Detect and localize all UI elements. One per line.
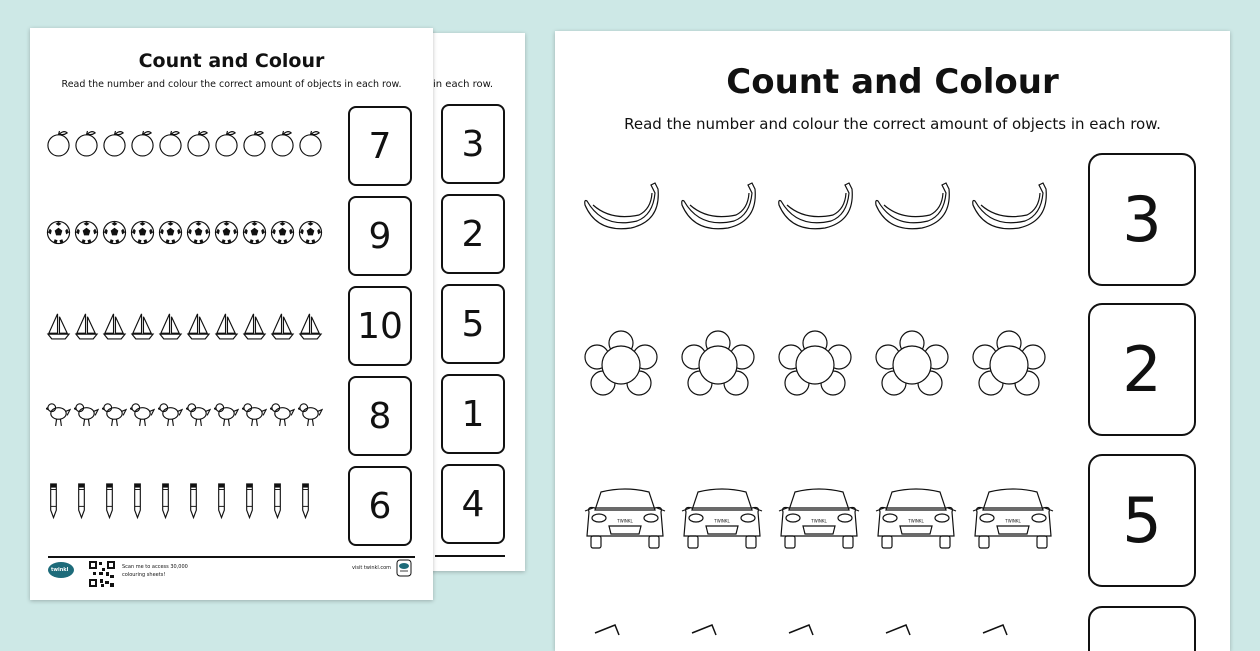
- svg-text:TWINKL: TWINKL: [1005, 518, 1021, 524]
- qr-text-line2: colouring sheets!: [122, 572, 166, 578]
- apple-icon: [158, 130, 183, 161]
- football-icon: [214, 220, 239, 249]
- crayon-icon: [158, 482, 173, 524]
- football-icon: [298, 220, 323, 249]
- right-number-box-3: 5: [1088, 454, 1196, 587]
- apple-icon: [130, 130, 155, 161]
- qr-code: [88, 560, 116, 588]
- bird-icon: [158, 400, 183, 433]
- crayon-icon: [130, 482, 145, 524]
- sailboat-icon: [130, 312, 155, 345]
- football-icon: [130, 220, 155, 249]
- flower-icon: [777, 329, 853, 403]
- right-worksheet: [555, 31, 1230, 651]
- sailboat-icon: [186, 312, 211, 345]
- crayon-icon: [298, 482, 313, 524]
- bird-icon: [298, 400, 323, 433]
- svg-text:TWINKL: TWINKL: [811, 518, 827, 524]
- sailboat-icon: [214, 312, 239, 345]
- bird-icon: [74, 400, 99, 433]
- car-icon: [874, 486, 958, 556]
- sailboat-icon: [158, 312, 183, 345]
- svg-text:TWINKL: TWINKL: [908, 518, 924, 524]
- sailboat-icon: [298, 312, 323, 345]
- car-icon: [777, 486, 861, 556]
- apple-icon: [298, 130, 323, 161]
- left-number-box-4: 8: [348, 376, 412, 456]
- football-icon: [158, 220, 183, 249]
- apple-icon: [242, 130, 267, 161]
- football-icon: [242, 220, 267, 249]
- football-icon: [102, 220, 127, 249]
- bird-icon: [270, 400, 295, 433]
- bird-icon: [186, 400, 211, 433]
- bird-icon: [102, 400, 127, 433]
- banana-icon: [777, 181, 857, 235]
- left-number-box-2: 9: [348, 196, 412, 276]
- apple-icon: [186, 130, 211, 161]
- crayon-icon: [214, 482, 229, 524]
- banana-icon: [680, 181, 760, 235]
- right-number-box-1: 3: [1088, 153, 1196, 286]
- football-icon: [186, 220, 211, 249]
- sailboat-icon: [46, 312, 71, 345]
- crayon-icon: [46, 482, 61, 524]
- back-number-box-1: 3: [441, 104, 505, 184]
- flower-icon: [971, 329, 1047, 403]
- back-number-box-4: 1: [441, 374, 505, 454]
- right-instruction: Read the number and colour the correct amount of objects in each row.: [624, 115, 1161, 133]
- left-number-box-1: 7: [348, 106, 412, 186]
- bird-icon: [46, 400, 71, 433]
- left-title: Count and Colour: [138, 50, 325, 72]
- apple-icon: [270, 130, 295, 161]
- apple-icon: [46, 130, 71, 161]
- crayon-icon: [242, 482, 257, 524]
- back-instruction-fragment: in each row.: [433, 79, 494, 90]
- qr-text-line1: Scan me to access 30,000: [122, 564, 188, 570]
- back-number-box-5: 4: [441, 464, 505, 544]
- back-number-box-3: 5: [441, 284, 505, 364]
- footer-brand: twinkl: [51, 567, 69, 573]
- car-icon: [680, 486, 764, 556]
- crayon-icon: [74, 482, 89, 524]
- right-number-box-2: 2: [1088, 303, 1196, 436]
- sailboat-icon: [270, 312, 295, 345]
- apple-icon: [102, 130, 127, 161]
- svg-text:TWINKL: TWINKL: [617, 518, 633, 524]
- left-number-box-5: 6: [348, 466, 412, 546]
- banana-icon: [874, 181, 954, 235]
- crayon-icon: [102, 482, 117, 524]
- left-worksheet: [30, 28, 433, 600]
- car-icon: [971, 486, 1055, 556]
- footer-site: visit twinkl.com: [352, 565, 392, 571]
- svg-text:TWINKL: TWINKL: [714, 518, 730, 524]
- bird-icon: [130, 400, 155, 433]
- bird-icon: [214, 400, 239, 433]
- left-number-box-3: 10: [348, 286, 412, 366]
- back-number-box-2: 2: [441, 194, 505, 274]
- footer-badge-icon: [396, 559, 412, 577]
- crayon-icon: [186, 482, 201, 524]
- car-icon: [583, 486, 667, 556]
- apple-icon: [214, 130, 239, 161]
- sailboat-icon: [102, 312, 127, 345]
- football-icon: [270, 220, 295, 249]
- football-icon: [74, 220, 99, 249]
- crayon-icon: [270, 482, 285, 524]
- banana-icon: [971, 181, 1051, 235]
- right-number-box-4: [1088, 606, 1196, 651]
- right-title: Count and Colour: [726, 62, 1059, 102]
- flower-icon: [680, 329, 756, 403]
- flower-icon: [874, 329, 950, 403]
- football-icon: [46, 220, 71, 249]
- cut-off-object-icon: [585, 619, 1065, 639]
- sailboat-icon: [242, 312, 267, 345]
- apple-icon: [74, 130, 99, 161]
- sailboat-icon: [74, 312, 99, 345]
- left-instruction: Read the number and colour the correct amount of objects in each row.: [61, 79, 402, 90]
- banana-icon: [583, 181, 663, 235]
- flower-icon: [583, 329, 659, 403]
- bird-icon: [242, 400, 267, 433]
